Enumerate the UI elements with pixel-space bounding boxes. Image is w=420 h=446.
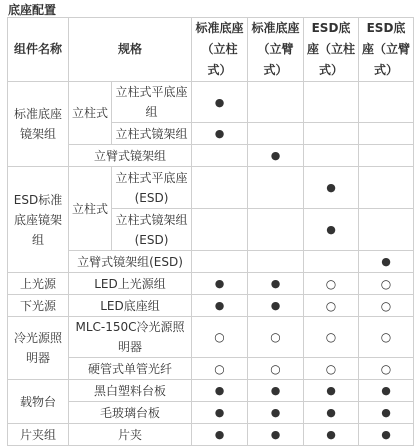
mark-cell	[359, 209, 414, 251]
mark-cell	[248, 402, 304, 424]
mark-cell	[192, 145, 248, 167]
row-subgroup: 立柱式	[69, 167, 112, 251]
mark-cell	[359, 358, 414, 380]
mark-cell	[304, 317, 359, 358]
mark-cell	[248, 82, 304, 123]
row-spec: LED底座组	[69, 295, 192, 317]
mark-cell	[304, 402, 359, 424]
mark-cell	[359, 123, 414, 145]
table-row	[8, 317, 414, 358]
mark-cell	[192, 209, 248, 251]
mark-cell	[248, 123, 304, 145]
open-circle-icon: ○	[380, 298, 392, 313]
mark-cell	[304, 209, 359, 251]
row-spec: 立柱式平底座组	[112, 82, 192, 123]
mark-cell	[304, 273, 359, 295]
table-row	[8, 358, 414, 380]
mark-cell	[359, 251, 414, 273]
mark-cell	[304, 380, 359, 402]
filled-dot-icon: ●	[326, 223, 336, 236]
page-title: 底座配置	[8, 3, 57, 17]
header-col-4: ESD底座（立臂式）	[359, 18, 414, 82]
open-circle-icon: ○	[270, 330, 281, 344]
mark-cell	[359, 380, 414, 402]
mark-cell	[359, 273, 414, 295]
table-row	[8, 82, 414, 123]
row-component: 片夹组	[8, 424, 69, 446]
mark-cell	[304, 145, 359, 167]
header-col-1: 标准底座（立柱式）	[192, 18, 248, 82]
open-circle-icon: ○	[380, 330, 392, 344]
open-circle-icon: ○	[214, 361, 225, 376]
row-subgroup: 立柱式	[69, 82, 112, 145]
open-circle-icon: ○	[270, 361, 281, 376]
filled-dot-icon: ●	[270, 149, 281, 162]
filled-dot-icon: ●	[214, 428, 225, 441]
row-spec: 立柱式镜架组(ESD)	[112, 209, 192, 251]
mark-cell	[304, 82, 359, 123]
filled-dot-icon: ●	[214, 299, 225, 312]
mark-cell	[359, 295, 414, 317]
mark-cell	[192, 273, 248, 295]
filled-dot-icon: ●	[326, 181, 336, 194]
row-component: 冷光源照明器	[8, 317, 69, 380]
mark-cell	[248, 251, 304, 273]
row-component: 下光源	[8, 295, 69, 317]
mark-cell	[248, 273, 304, 295]
row-spec: 立臂式镜架组(ESD)	[69, 251, 192, 273]
filled-dot-icon: ●	[214, 406, 225, 419]
table-row	[8, 295, 414, 317]
mark-cell	[192, 82, 248, 123]
filled-dot-icon: ●	[326, 428, 336, 441]
mark-cell	[192, 317, 248, 358]
filled-dot-icon: ●	[214, 384, 225, 397]
mark-cell	[248, 209, 304, 251]
mark-cell	[192, 358, 248, 380]
mark-cell	[248, 380, 304, 402]
table-row	[8, 167, 414, 209]
filled-dot-icon: ●	[270, 277, 281, 290]
row-component: 标准底座镜架组	[8, 82, 69, 167]
mark-cell	[304, 424, 359, 446]
mark-cell	[359, 167, 414, 209]
filled-dot-icon: ●	[326, 384, 336, 397]
row-spec: 立柱式平底座(ESD)	[112, 167, 192, 209]
row-spec: 黑白塑料台板	[69, 380, 192, 402]
filled-dot-icon: ●	[270, 384, 281, 397]
mark-cell	[304, 123, 359, 145]
row-spec: MLC-150C冷光源照明器	[69, 317, 192, 358]
open-circle-icon: ○	[325, 330, 337, 344]
mark-cell	[359, 317, 414, 358]
mark-cell	[304, 251, 359, 273]
mark-cell	[248, 317, 304, 358]
row-spec: 立柱式镜架组	[112, 123, 192, 145]
table-row	[8, 251, 414, 273]
filled-dot-icon: ●	[270, 428, 281, 441]
mark-cell	[304, 358, 359, 380]
mark-cell	[248, 358, 304, 380]
table-row	[8, 145, 414, 167]
filled-dot-icon: ●	[270, 406, 281, 419]
header-spec: 规格	[69, 18, 192, 82]
mark-cell	[304, 295, 359, 317]
table-row	[8, 380, 414, 402]
spec-table	[7, 17, 414, 446]
mark-cell	[192, 167, 248, 209]
row-spec: 立臂式镜架组	[69, 145, 192, 167]
filled-dot-icon: ●	[214, 127, 225, 140]
table-row	[8, 424, 414, 446]
open-circle-icon: ○	[380, 276, 392, 291]
row-component: ESD标准底座镜架组	[8, 167, 69, 273]
filled-dot-icon: ●	[270, 299, 281, 312]
mark-cell	[248, 167, 304, 209]
header-component: 组件名称	[8, 18, 69, 82]
mark-cell	[192, 380, 248, 402]
filled-dot-icon: ●	[214, 95, 225, 109]
mark-cell	[248, 145, 304, 167]
open-circle-icon: ○	[325, 298, 337, 313]
open-circle-icon: ○	[214, 330, 225, 344]
filled-dot-icon: ●	[381, 406, 391, 419]
mark-cell	[192, 424, 248, 446]
filled-dot-icon: ●	[381, 255, 391, 268]
filled-dot-icon: ●	[381, 384, 391, 397]
mark-cell	[359, 402, 414, 424]
table-row	[8, 402, 414, 424]
row-spec: 片夹	[69, 424, 192, 446]
filled-dot-icon: ●	[326, 406, 336, 419]
mark-cell	[359, 82, 414, 123]
header-row	[8, 18, 414, 82]
row-spec: 硬管式单管光纤	[69, 358, 192, 380]
filled-dot-icon: ●	[381, 428, 391, 441]
filled-dot-icon: ●	[214, 277, 225, 290]
mark-cell	[192, 251, 248, 273]
mark-cell	[359, 424, 414, 446]
mark-cell	[248, 424, 304, 446]
mark-cell	[304, 167, 359, 209]
mark-cell	[248, 295, 304, 317]
mark-cell	[192, 123, 248, 145]
header-col-2: 标准底座（立臂式）	[248, 18, 304, 82]
mark-cell	[359, 145, 414, 167]
header-col-3: ESD底座（立柱式）	[304, 18, 359, 82]
row-spec: 毛玻璃台板	[69, 402, 192, 424]
open-circle-icon: ○	[325, 361, 337, 376]
row-component: 上光源	[8, 273, 69, 295]
open-circle-icon: ○	[380, 361, 392, 376]
mark-cell	[192, 402, 248, 424]
row-spec: LED上光源组	[69, 273, 192, 295]
open-circle-icon: ○	[325, 276, 337, 291]
row-component: 载物台	[8, 380, 69, 424]
mark-cell	[192, 295, 248, 317]
table-row	[8, 273, 414, 295]
